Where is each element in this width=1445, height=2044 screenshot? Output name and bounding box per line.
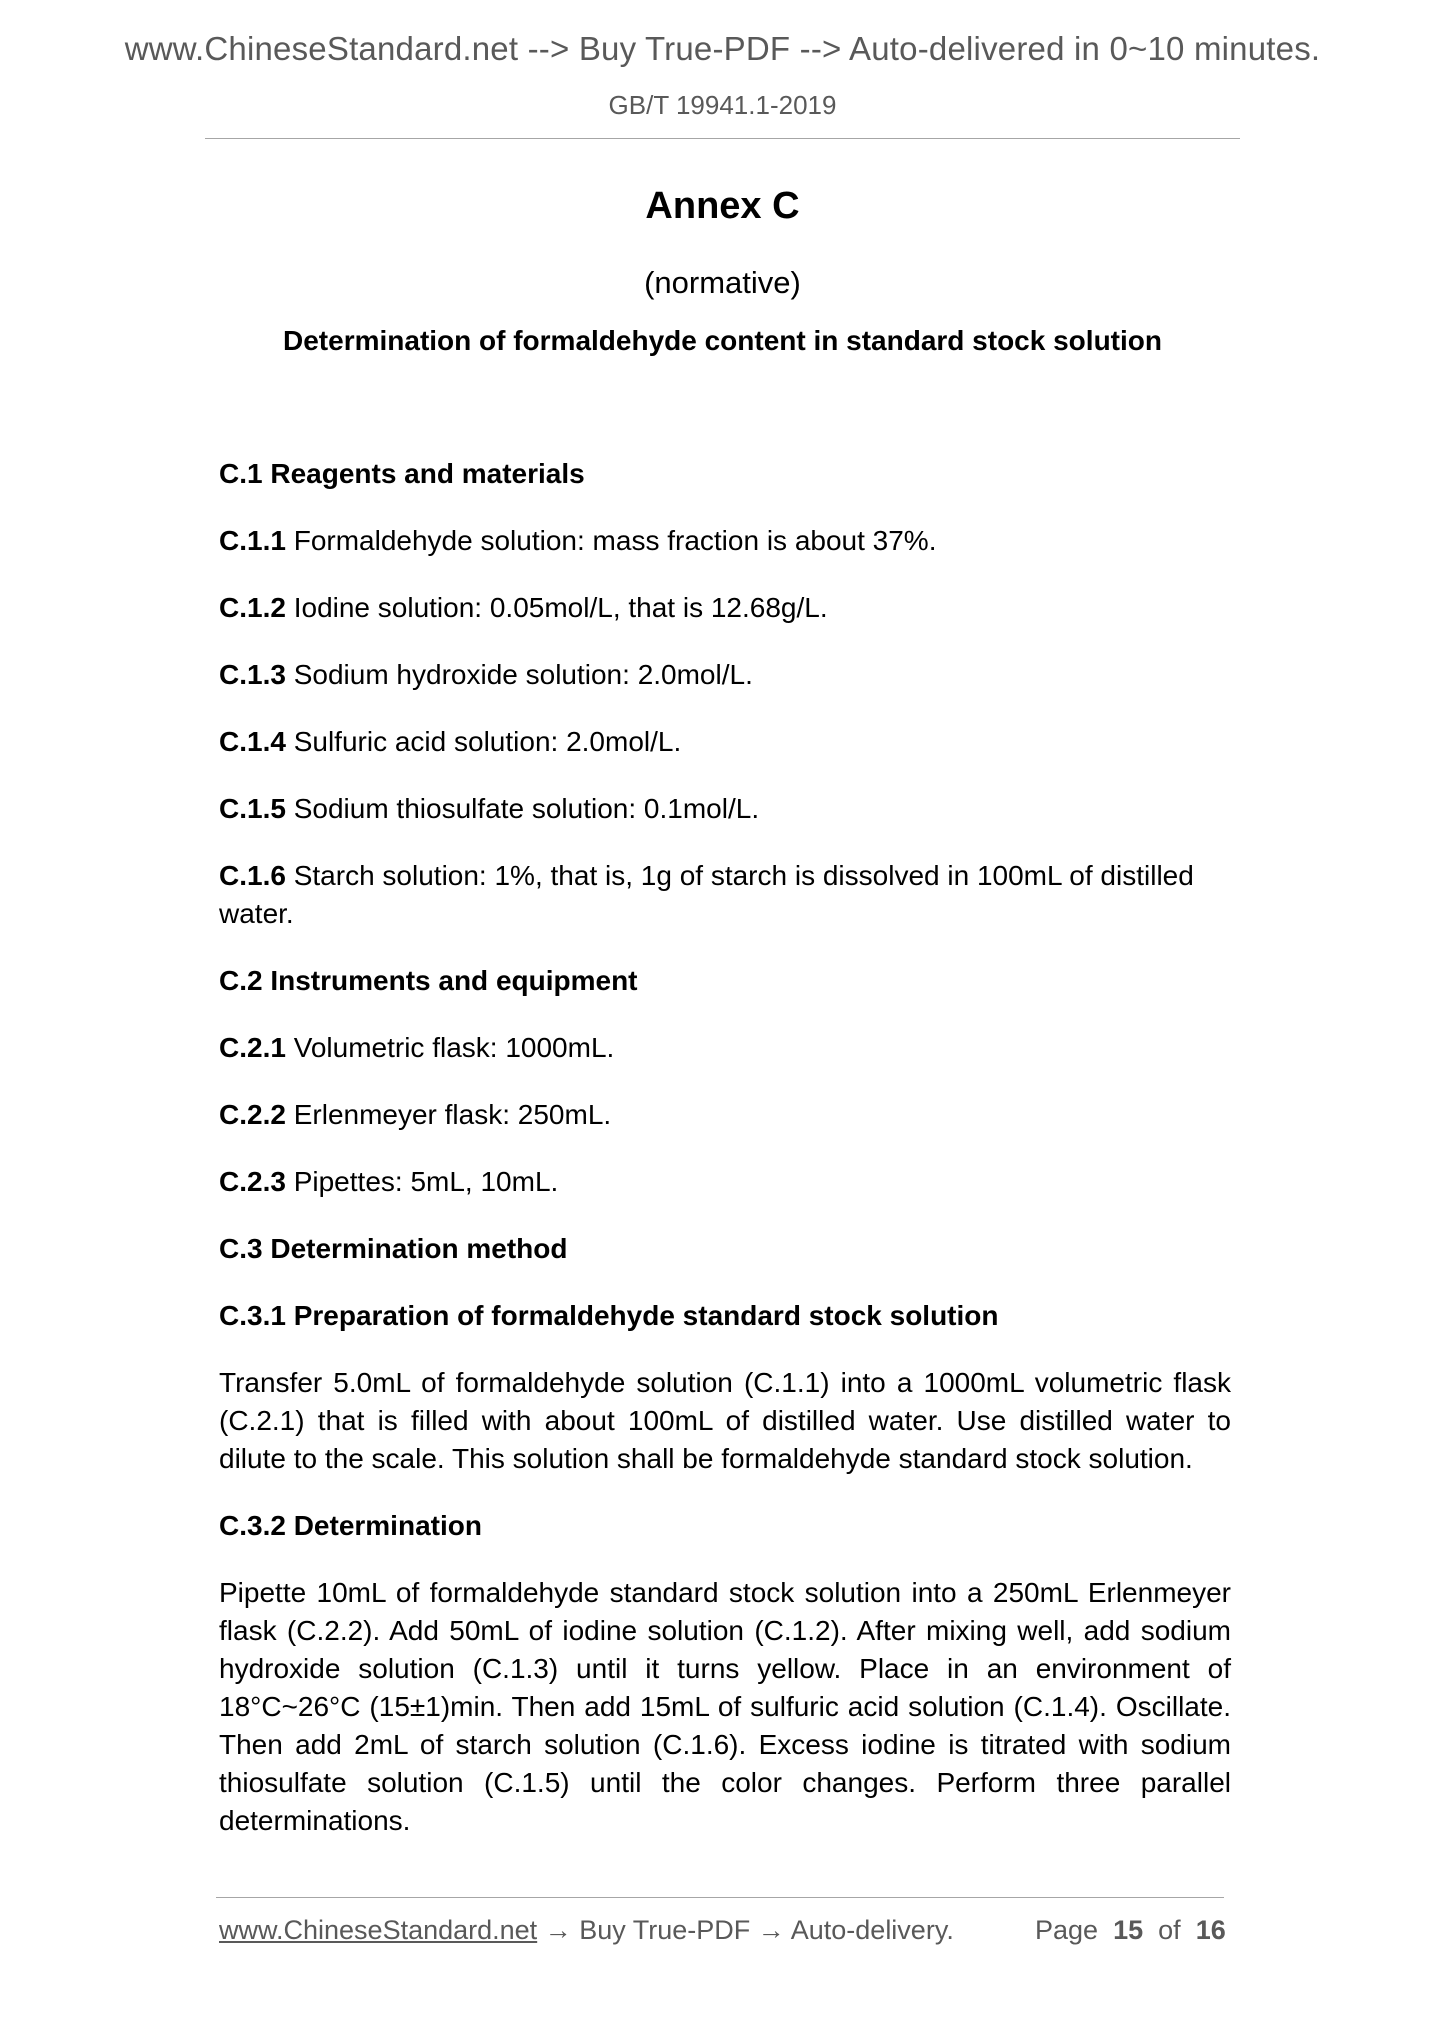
page-label: Page <box>1035 1915 1099 1945</box>
annex-title: Annex C <box>645 185 800 227</box>
clause-number: C.2.2 <box>219 1099 286 1130</box>
clause-c1-5 <box>219 790 1231 828</box>
clause-number: C.1.2 <box>219 592 286 623</box>
document-body <box>219 455 1231 1869</box>
paragraph-c3-2: Pipette 10mL of formaldehyde standard stock solution into a 250mL Erlenmeyer flask (C.2.2). Add 50mL of iodine solution (C.1.2). After mixing well, add sodium hydroxide solution (C.1.3) until it turns yellow. Place in an environment of 18°C~26°C (15±1)min. Then add 15mL of sulfuric acid solution (C.1.4). Oscillate. Then add 2mL of starch solution (C.1.6). Excess iodine is titrated with sodium thiosulfate solution (C.1.5) until the color changes. Perform three parallel determinations. <box>219 1577 1231 1836</box>
subsection-heading-c3-2: C.3.2 Determination <box>219 1510 482 1541</box>
clause-number: C.1.5 <box>219 793 286 824</box>
section-heading-c2: C.2 Instruments and equipment <box>219 965 638 996</box>
clause-c2-2 <box>219 1096 1231 1134</box>
annex-subject: Determination of formaldehyde content in standard stock solution <box>283 325 1162 356</box>
clause-number: C.1.6 <box>219 860 286 891</box>
clause-text: Formaldehyde solution: mass fraction is about 37%. <box>285 525 937 556</box>
clause-c1-6 <box>219 857 1231 933</box>
page-indicator <box>1035 1915 1226 1946</box>
top-banner: www.ChineseStandard.net --> Buy True-PDF --> Auto-delivered in 0~10 minutes. <box>124 30 1321 67</box>
clause-number: C.2.1 <box>219 1032 286 1063</box>
page-of-label: of <box>1158 1915 1181 1945</box>
annex-nature: (normative) <box>644 265 801 300</box>
clause-c2-3 <box>219 1163 1231 1201</box>
footer-tagline: → Buy True-PDF → Auto-delivery. <box>537 1915 954 1945</box>
clause-text: Sodium thiosulfate solution: 0.1mol/L. <box>285 793 760 824</box>
clause-c2-1 <box>219 1029 1231 1067</box>
standard-number: GB/T 19941.1-2019 <box>608 90 837 120</box>
clause-number: C.1.1 <box>219 525 286 556</box>
clause-text: Starch solution: 1%, that is, 1g of starch is dissolved in 100mL of distilled water. <box>219 860 1194 929</box>
clause-number: C.1.3 <box>219 659 286 690</box>
clause-number: C.1.4 <box>219 726 286 757</box>
clause-c1-3 <box>219 656 1231 694</box>
subsection-heading-c3-1: C.3.1 Preparation of formaldehyde standard stock solution <box>219 1300 999 1331</box>
clause-c1-1 <box>219 522 1231 560</box>
section-heading-c1: C.1 Reagents and materials <box>219 458 585 489</box>
page-total: 16 <box>1195 1915 1226 1945</box>
clause-text: Volumetric flask: 1000mL. <box>285 1032 615 1063</box>
clause-text: Sulfuric acid solution: 2.0mol/L. <box>285 726 682 757</box>
header-divider <box>205 138 1240 139</box>
clause-c1-4 <box>219 723 1231 761</box>
clause-text: Sodium hydroxide solution: 2.0mol/L. <box>285 659 753 690</box>
paragraph-c3-1: Transfer 5.0mL of formaldehyde solution (C.1.1) into a 1000mL volumetric flask (C.2.1) that is filled with about 100mL of distilled water. Use distilled water to dilute to the scale. This solution shall be formaldehyde standard stock solution. <box>219 1367 1231 1474</box>
clause-text: Erlenmeyer flask: 250mL. <box>285 1099 612 1130</box>
clause-text: Pipettes: 5mL, 10mL. <box>285 1166 559 1197</box>
clause-number: C.2.3 <box>219 1166 286 1197</box>
footer-website-link[interactable]: www.ChineseStandard.net <box>219 1915 538 1945</box>
section-heading-c3: C.3 Determination method <box>219 1233 568 1264</box>
page-current: 15 <box>1113 1915 1144 1945</box>
footer-divider <box>216 1897 1224 1898</box>
clause-c1-2 <box>219 589 1231 627</box>
footer-tagline-area <box>219 1915 954 1946</box>
clause-text: Iodine solution: 0.05mol/L, that is 12.68g/L. <box>285 592 828 623</box>
